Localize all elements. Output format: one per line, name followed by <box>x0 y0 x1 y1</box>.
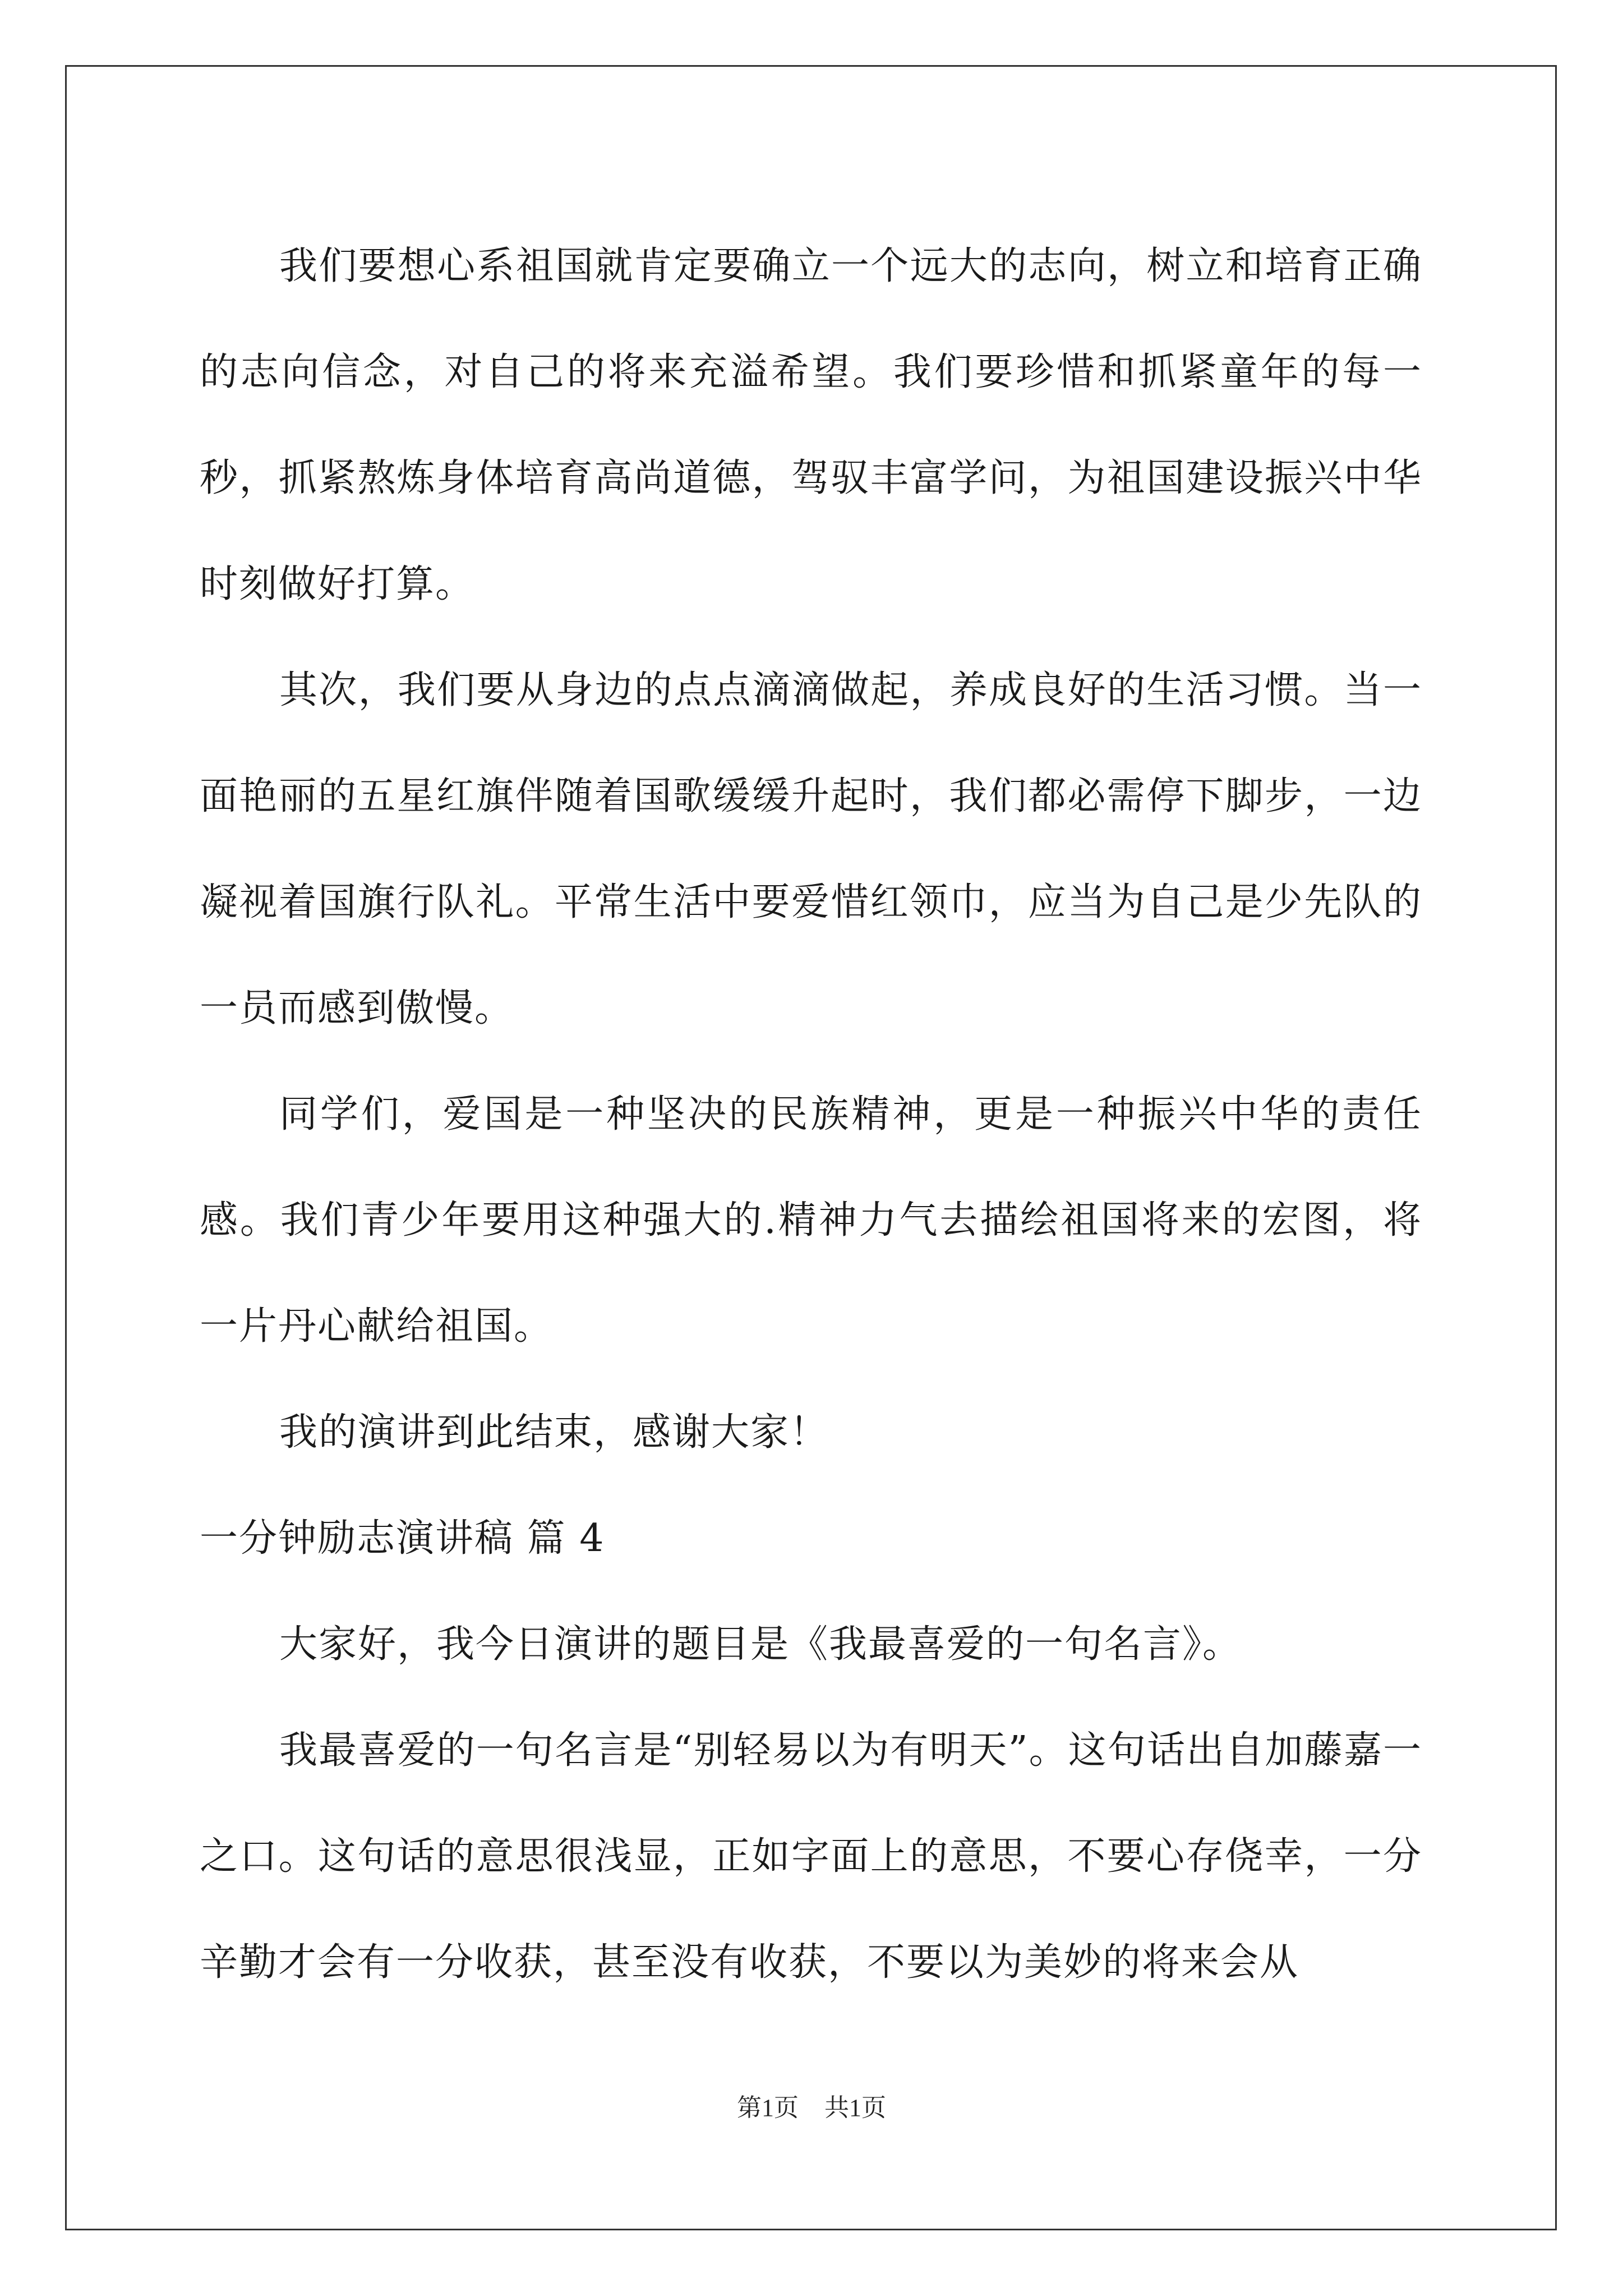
paragraph: 我们要想心系祖国就肯定要确立一个远大的志向，树立和培育正确的志向信念，对自己的将来充溢希望。我们要珍惜和抓紧童年的每一秒，抓紧熬炼身体培育高尚道德，驾驭丰富学问，为祖国建设振兴中华时刻做好打算。 <box>200 244 1422 606</box>
page-total: 共1页 <box>824 2094 886 2122</box>
paragraph: 我的演讲到此结束，感谢大家！ <box>279 1410 829 1455</box>
paragraph: 同学们，爱国是一种坚决的民族精神，更是一种振兴中华的责任感。我们青少年要用这种强大的.精神力气去描绘祖国将来的宏图，将一片丹心献给祖国。 <box>200 1092 1422 1349</box>
section-heading: 一分钟励志演讲稿 篇 4 <box>200 1516 605 1561</box>
document-body <box>200 213 1422 2016</box>
paragraph: 我最喜爱的一句名言是“别轻易以为有明天”。这句话出自加藤嘉一之口。这句话的意思很浅显，正如字面上的意思，不要心存侥幸，一分辛勤才会有一分收获，甚至没有收获，不要以为美妙的将来会从 <box>200 1728 1422 1985</box>
paragraph: 大家好，我今日演讲的题目是《我最喜爱的一句名言》。 <box>279 1622 1242 1667</box>
page-footer <box>0 2091 1623 2125</box>
paragraph: 其次，我们要从身边的点点滴滴做起，养成良好的生活习惯。当一面艳丽的五星红旗伴随着国歌缓缓升起时，我们都必需停下脚步，一边凝视着国旗行队礼。平常生活中要爱惜红领巾，应当为自己是少先队的一员而感到傲慢。 <box>200 668 1422 1030</box>
page-number: 第1页 <box>737 2094 799 2122</box>
